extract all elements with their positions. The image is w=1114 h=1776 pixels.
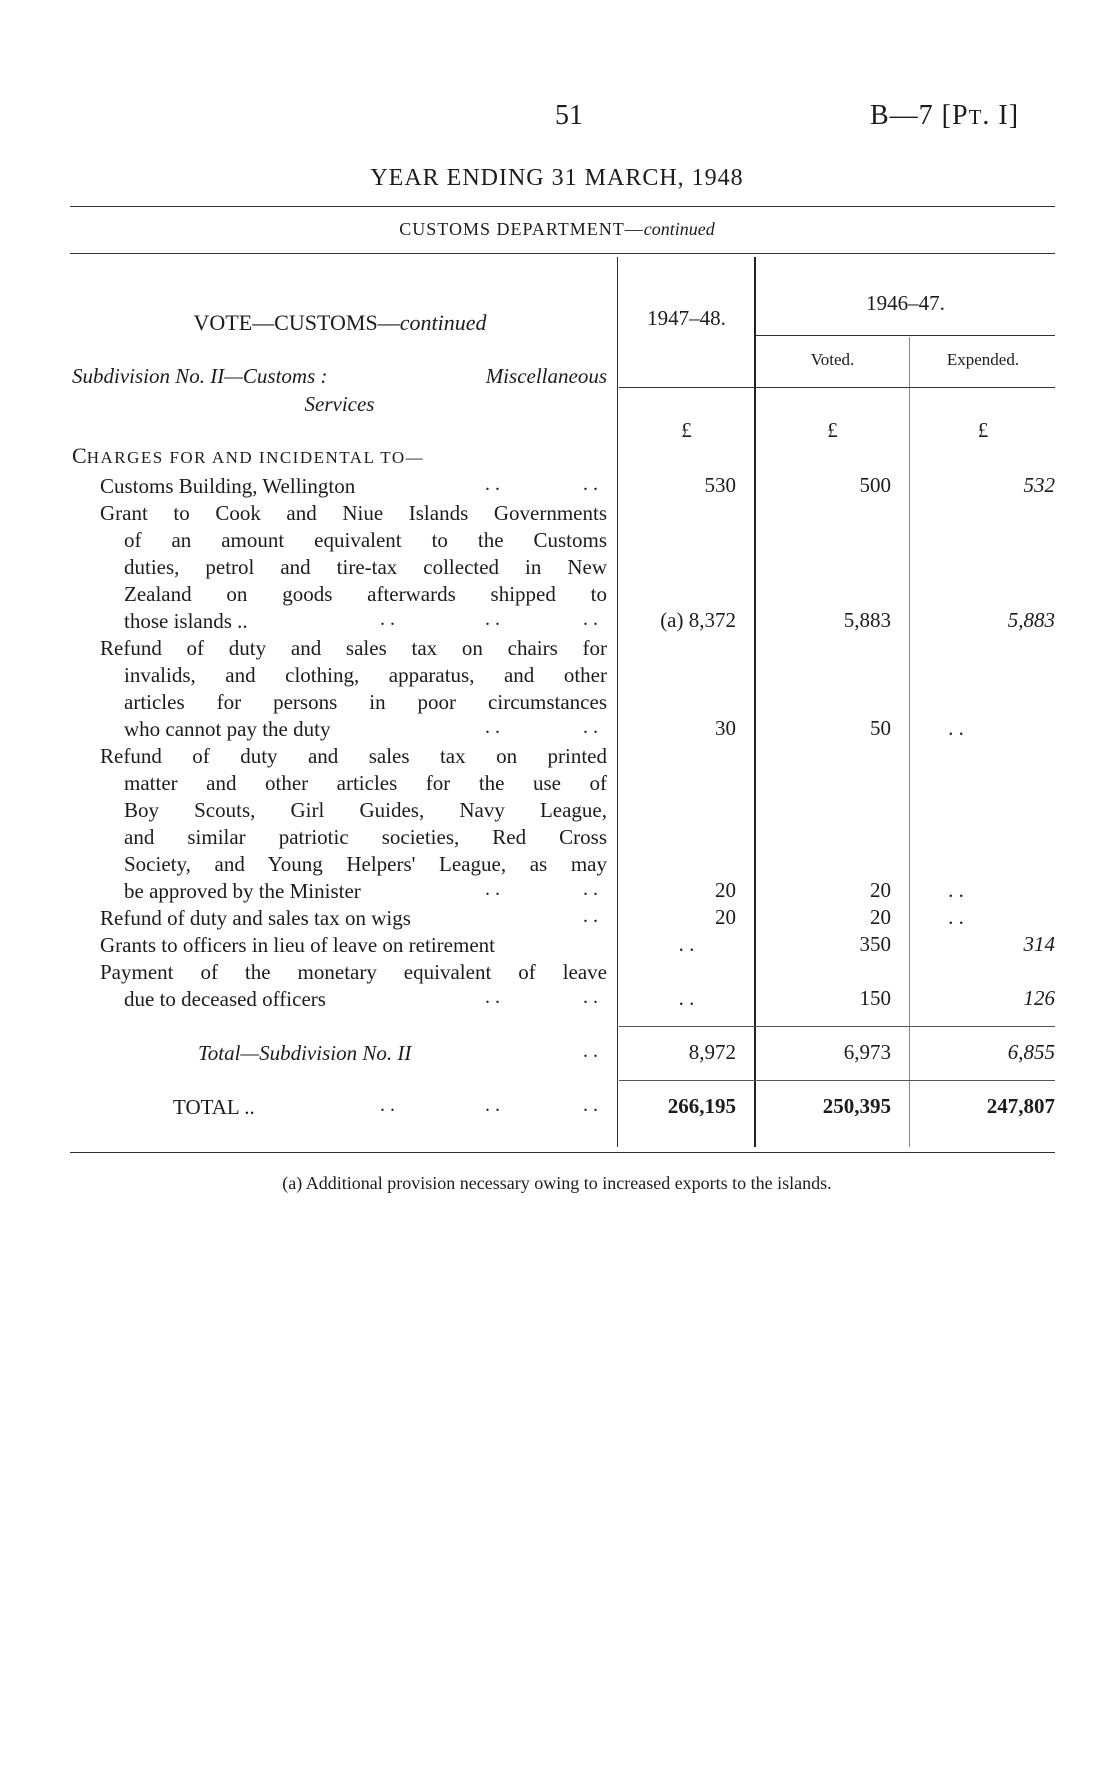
- voted-value: 20: [870, 905, 891, 929]
- voted-value: 50: [870, 716, 891, 740]
- column-header-1947: 1947–48.: [647, 306, 726, 330]
- department-title: CUSTOMS DEPARTMENT—continued: [399, 219, 715, 239]
- currency-label-expended: £: [977, 418, 989, 442]
- leader-dots: . .: [485, 1094, 500, 1116]
- leader-dots: . .: [485, 473, 500, 495]
- row-description: Boy Scouts, Girl Guides, Navy League,: [124, 798, 607, 822]
- total-expended: 247,807: [986, 1094, 1055, 1118]
- expended-value: . .: [948, 905, 964, 929]
- voted-value: 150: [859, 986, 891, 1010]
- document-code: B—7 [PT. I]: [870, 100, 1020, 131]
- leader-dots: . .: [380, 608, 395, 630]
- expended-value: 5,883: [1007, 608, 1055, 632]
- row-description: Zealand on goods afterwards shipped to: [124, 582, 607, 606]
- voted-value: 350: [859, 932, 891, 956]
- leader-dots: . .: [583, 905, 598, 927]
- row-description: of an amount equivalent to the Customs: [124, 528, 607, 552]
- row-description: due to deceased officers: [124, 987, 326, 1011]
- row-description: invalids, and clothing, apparatus, and other: [124, 663, 607, 687]
- expended-value: 126: [1023, 986, 1055, 1010]
- column-header-1946: 1946–47.: [866, 291, 945, 315]
- leader-dots: . .: [380, 1094, 395, 1116]
- expended-value: . .: [948, 716, 964, 740]
- row-description: matter and other articles for the use of: [124, 771, 607, 795]
- leader-dots: . .: [583, 1040, 598, 1062]
- subtotal-expended: 6,855: [1007, 1040, 1055, 1064]
- rule-top: [70, 206, 1055, 207]
- row-description: who cannot pay the duty: [124, 717, 331, 741]
- footnote: (a) Additional provision necessary owing to increased exports to the islands.: [282, 1173, 832, 1193]
- column-header-voted: Voted.: [810, 350, 855, 369]
- rule-table-bottom: [70, 1152, 1055, 1153]
- row-description: Customs Building, Wellington: [100, 474, 356, 498]
- total-estimate: 266,195: [667, 1094, 736, 1118]
- subtotal-label: Total—Subdivision No. II: [198, 1041, 412, 1065]
- leader-dots: . .: [485, 986, 500, 1008]
- total-label: TOTAL ..: [173, 1095, 255, 1119]
- subtotal-estimate: 8,972: [688, 1040, 736, 1064]
- voted-value: 500: [859, 473, 891, 497]
- leader-dots: . .: [583, 878, 598, 900]
- row-description: Refund of duty and sales tax on chairs for: [100, 636, 607, 660]
- subtotal-voted: 6,973: [843, 1040, 891, 1064]
- rule-total: [619, 1080, 1055, 1081]
- voted-value: 20: [870, 878, 891, 902]
- row-description: Refund of duty and sales tax on wigs: [100, 906, 411, 930]
- voted-value: 5,883: [843, 608, 891, 632]
- rule-head-bottom: [619, 387, 1055, 388]
- rule-table-top: [70, 253, 1055, 254]
- currency-label-voted: £: [827, 418, 838, 442]
- estimate-value: . .: [678, 986, 695, 1010]
- leader-dots: . .: [583, 1094, 598, 1116]
- estimate-value: 20: [715, 905, 736, 929]
- estimate-value: 30: [715, 716, 736, 740]
- expended-value: . .: [948, 878, 964, 902]
- rule-subtotal: [619, 1026, 1055, 1027]
- row-description: Refund of duty and sales tax on printed: [100, 744, 607, 768]
- estimate-value: (a) 8,372: [660, 608, 736, 632]
- row-description: Payment of the monetary equivalent of leave: [100, 960, 607, 984]
- estimate-value: 530: [704, 473, 736, 497]
- expended-value: 314: [1023, 932, 1055, 956]
- column-rule-1: [617, 257, 618, 1147]
- rule-year-split: [756, 335, 1055, 336]
- row-description: Grant to Cook and Niue Islands Governments: [100, 501, 607, 525]
- row-description: those islands ..: [124, 609, 248, 633]
- column-rule-2: [754, 257, 756, 1147]
- page-number: 51: [555, 100, 583, 131]
- leader-dots: . .: [583, 608, 598, 630]
- estimate-value: 20: [715, 878, 736, 902]
- leader-dots: . .: [583, 986, 598, 1008]
- expended-value: 532: [1023, 473, 1055, 497]
- row-description: and similar patriotic societies, Red Cross: [124, 825, 607, 849]
- leader-dots: . .: [485, 716, 500, 738]
- subdivision-title: Subdivision No. II—Customs : Miscellaneous Services: [72, 364, 607, 416]
- row-description: Society, and Young Helpers' League, as may: [124, 852, 607, 876]
- row-description: articles for persons in poor circumstances: [124, 690, 607, 714]
- leader-dots: . .: [485, 608, 500, 630]
- leader-dots: . .: [583, 473, 598, 495]
- row-description: Grants to officers in lieu of leave on retirement: [100, 933, 495, 957]
- total-voted: 250,395: [822, 1094, 891, 1118]
- charges-heading: CHARGES FOR AND INCIDENTAL TO—: [72, 443, 425, 468]
- estimate-value: . .: [678, 932, 695, 956]
- row-description: duties, petrol and tire-tax collected in New: [124, 555, 607, 579]
- leader-dots: . .: [485, 878, 500, 900]
- vote-title: VOTE—CUSTOMS—continued: [193, 310, 487, 335]
- column-header-expended: Expended.: [946, 350, 1020, 369]
- leader-dots: . .: [583, 716, 598, 738]
- currency-label-estimate: £: [681, 418, 692, 442]
- row-description: be approved by the Minister: [124, 879, 361, 903]
- year-title: YEAR ENDING 31 MARCH, 1948: [370, 165, 744, 191]
